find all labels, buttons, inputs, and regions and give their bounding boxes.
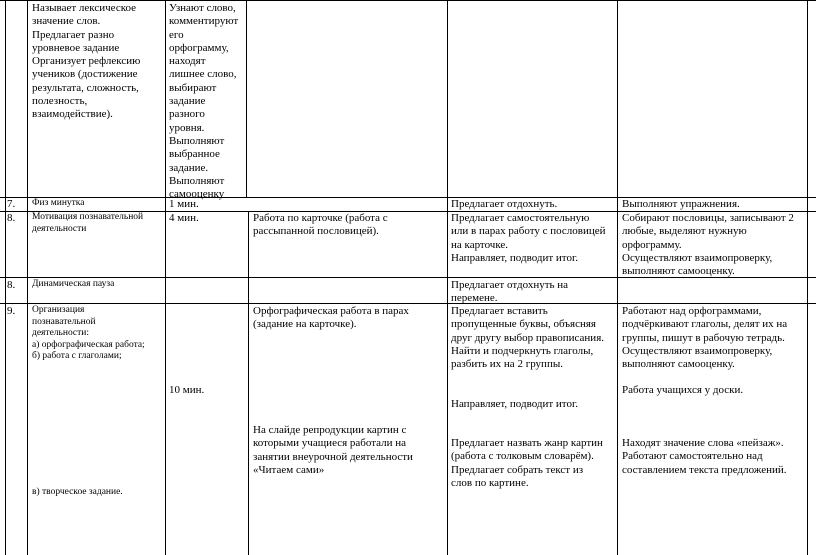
cell-content-creative: На слайде репродукции картин с которыми учащиеся работали на занятии внеурочной деятельности «Читаем сами» — [253, 424, 413, 476]
row-divider — [0, 303, 816, 304]
cell-student-activity: Выполняют упражнения. — [622, 198, 740, 210]
cell-student-activity: Собирают пословицы, записывают 2 любые, выделяют нужную орфограмму. Осуществляют взаимопроверку, выполняют самооценку. — [622, 212, 794, 278]
cell-teacher-activity: Предлагает самостоятельную или в парах работу с пословицей на карточке. Направляет, подводит итог. — [451, 212, 606, 264]
cell-stage: Динамическая пауза — [32, 279, 115, 289]
cell-teacher-activity-creative: Предлагает назвать жанр картин (работа с толковым словарём). Предлагает собрать текст из слов по картине. — [451, 437, 603, 489]
cell-time: 10 мин. — [169, 384, 205, 396]
cell-content: Работа по карточке (работа с рассыпанной пословицей). — [253, 212, 388, 238]
cell-student-activity: Работают над орфограммами, подчёркивают глаголы, делят их на группы, пишут в рабочую тетрадь. Осуществляют взаимопроверку, выполняют самооценку. — [622, 305, 788, 371]
cell-teacher-activity: Предлагает отдохнуть. — [451, 198, 558, 210]
cell-student-activity-creative: Находят значение слова «пейзаж». Работают самостоятельно над составлением текста предложений. — [622, 437, 787, 476]
table-border-top — [0, 0, 816, 1]
column-divider — [807, 0, 808, 555]
column-divider — [27, 0, 28, 555]
cell-content: Орфографическая работа в парах (задание на карточке). — [253, 305, 409, 331]
cell-teacher-activity: Предлагает вставить пропущенные буквы, объясняя друг другу выбор правописания. Найти и подчеркнуть глаголы, разбить их на 2 группы. — [451, 305, 605, 371]
cell-time: 1 мин. — [169, 198, 199, 210]
row-number: 7. — [7, 198, 16, 210]
column-divider — [5, 0, 6, 555]
column-divider — [248, 211, 249, 555]
cell-teacher-activity: Называет лексическое значение слов. Предлагает разно уровневое задание Организует рефлексию учеников (достижение результата, сложность, полезность, взаимодействие). — [32, 2, 141, 121]
cell-stage: Организация познавательной деятельности: а) орфографическая работа; б) работа с глаголами; — [32, 305, 145, 362]
cell-student-activity-board: Работа учащихся у доски. — [622, 384, 744, 396]
column-divider — [447, 0, 448, 555]
row-number: 9. — [7, 305, 16, 317]
row-number: 8. — [7, 279, 16, 291]
cell-stage-creative: в) творческое задание. — [32, 487, 123, 497]
column-divider — [617, 0, 618, 555]
column-divider — [246, 0, 247, 197]
cell-stage: Физ минутка — [32, 198, 85, 208]
cell-time: 4 мин. — [169, 212, 199, 224]
cell-student-activity: Узнают слово, комментируют его орфограмму, находят лишнее слово, выбирают задание разного уровня. Выполняют выбранное задание. Выполняют самооценку — [169, 2, 239, 201]
cell-teacher-activity: Предлагает отдохнуть на перемене. — [451, 279, 569, 305]
column-divider — [165, 0, 166, 555]
cell-teacher-activity-summary: Направляет, подводит итог. — [451, 398, 578, 410]
row-number: 8. — [7, 212, 16, 224]
cell-stage: Мотивация познавательной деятельности — [32, 212, 144, 234]
